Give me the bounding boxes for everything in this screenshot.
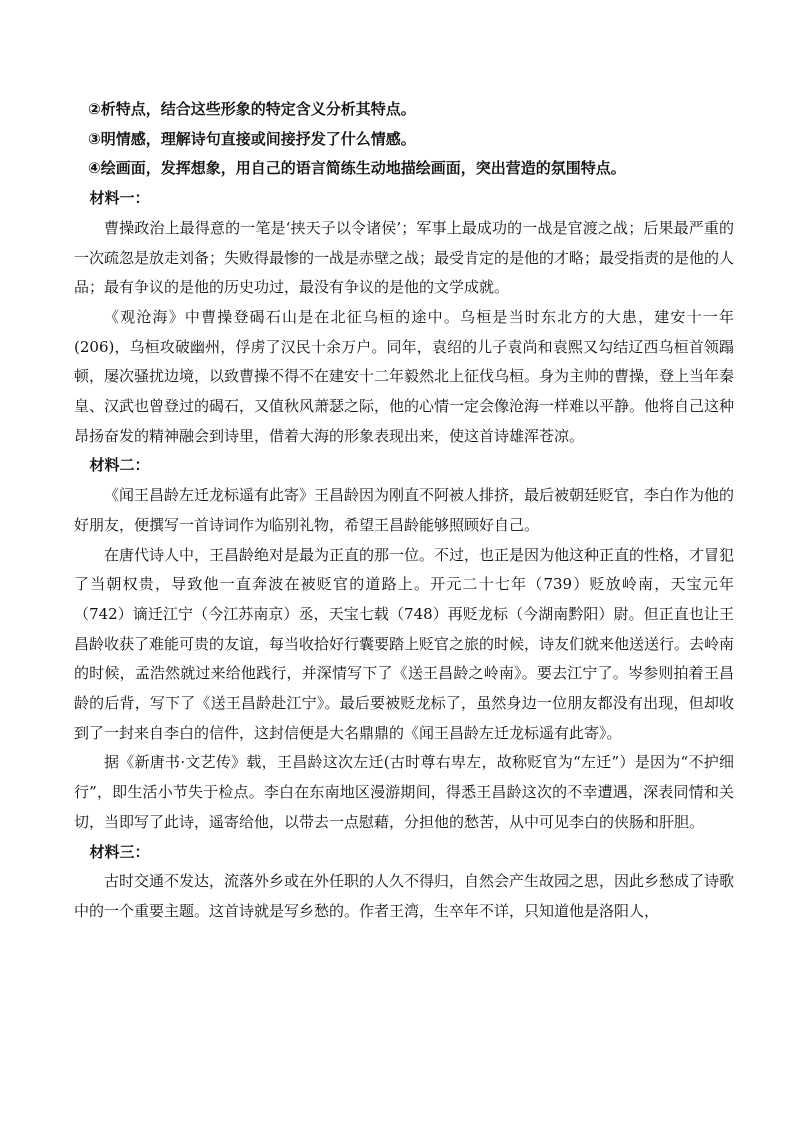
material-2-paragraph-2: 在唐代诗人中，王昌龄绝对是最为正直的那一位。不过，也正是因为他这种正直的性格，才冒犯了当朝权贵，导致他一直奔波在被贬官的道路上。开元二十七年（739）贬放岭南，天宝元年（742）谪迁江宁（今江苏南京）丞，天宝七载（748）再贬龙标（今湖南黔阳）尉。但正直也让王昌龄收获了难能可贵的友谊，每当收拾好行囊要踏上贬官之旅的时候，诗友们就来他送送行。去岭南的时候，孟浩然就过来给他践行，并深情写下了《送王昌龄之岭南》。要去江宁了。岑参则拍着王昌龄的后背，写下了《送王昌龄赴江宁》。最后要被贬龙标了，虽然身边一位朋友都没有出现，但却收到了一封来自李白的信件，这封信便是大名鼎鼎的《闻王昌龄左迁龙标遥有此寄》。 xyxy=(74,545,735,742)
material-2-heading: 材料二： xyxy=(89,456,150,475)
material-1-paragraph-2: 《观沧海》中曹操登碣石山是在北征乌桓的途中。乌桓是当时东北方的大患，建安十一年(206)，乌桓攻破幽州，俘虏了汉民十余万户。同年，袁绍的儿子袁尚和袁熙又勾结辽西乌桓首领蹋顿，屡次骚扰边境，以致曹操不得不在建安十二年毅然北上征伐乌桓。身为主帅的曹操，登上当年秦皇、汉武也曾登过的碣石，又值秋风萧瑟之际，他的心情一定会像沧海一样难以平静。他将自己这种昂扬奋发的精神融会到诗里，借着大海的形象表现出来，使这首诗雄浑苍凉。 xyxy=(74,307,735,445)
material-3-heading: 材料三： xyxy=(89,842,150,861)
step-4: ④绘画面，发挥想象，用自己的语言简练生动地描绘画面，突出营造的氛围特点。 xyxy=(88,159,626,178)
material-3-paragraph-1: 古时交通不发达，流落外乡或在外任职的人久不得归，自然会产生故园之思，因此乡愁成了诗歌中的一个重要主题。这首诗就是写乡愁的。作者王湾，生卒年不详，只知道他是洛阳人， xyxy=(74,872,735,920)
material-1-heading: 材料一： xyxy=(89,189,150,208)
step-2: ②析特点，结合这些形象的特定含义分析其特点。 xyxy=(88,100,416,118)
material-2-paragraph-1: 《闻王昌龄左迁龙标遥有此寄》王昌龄因为刚直不阿被人排挤，最后被朝廷贬官，李白作为他的好朋友，便撰写一首诗词作为临别礼物，希望王昌龄能够照顾好自己。 xyxy=(74,486,735,534)
step-3: ③明情感，理解诗句直接或间接抒发了什么情感。 xyxy=(88,129,416,148)
material-1-paragraph-1: 曹操政治上最得意的一笔是‘挟天子以令诸侯’；军事上最成功的一战是官渡之战；后果最严重的一次疏忽是放走刘备；失败得最惨的一战是赤壁之战；最受肯定的是他的才略；最受指责的是他的人品；最有争议的是他的历史功过，最没有争议的是他的文学成就。 xyxy=(74,218,735,297)
material-2-paragraph-3: 据《新唐书·文艺传》载，王昌龄这次左迁(古时尊右卑左，故称贬官为“左迁”）是因为“不护细行”，即生活小节失于检点。李白在东南地区漫游期间，得悉王昌龄这次的不幸遭遇，深表同情和关切，当即写了此诗，遥寄给他，以带去一点慰藉，分担他的愁苦，从中可见李白的侠肠和肝胆。 xyxy=(74,753,734,831)
